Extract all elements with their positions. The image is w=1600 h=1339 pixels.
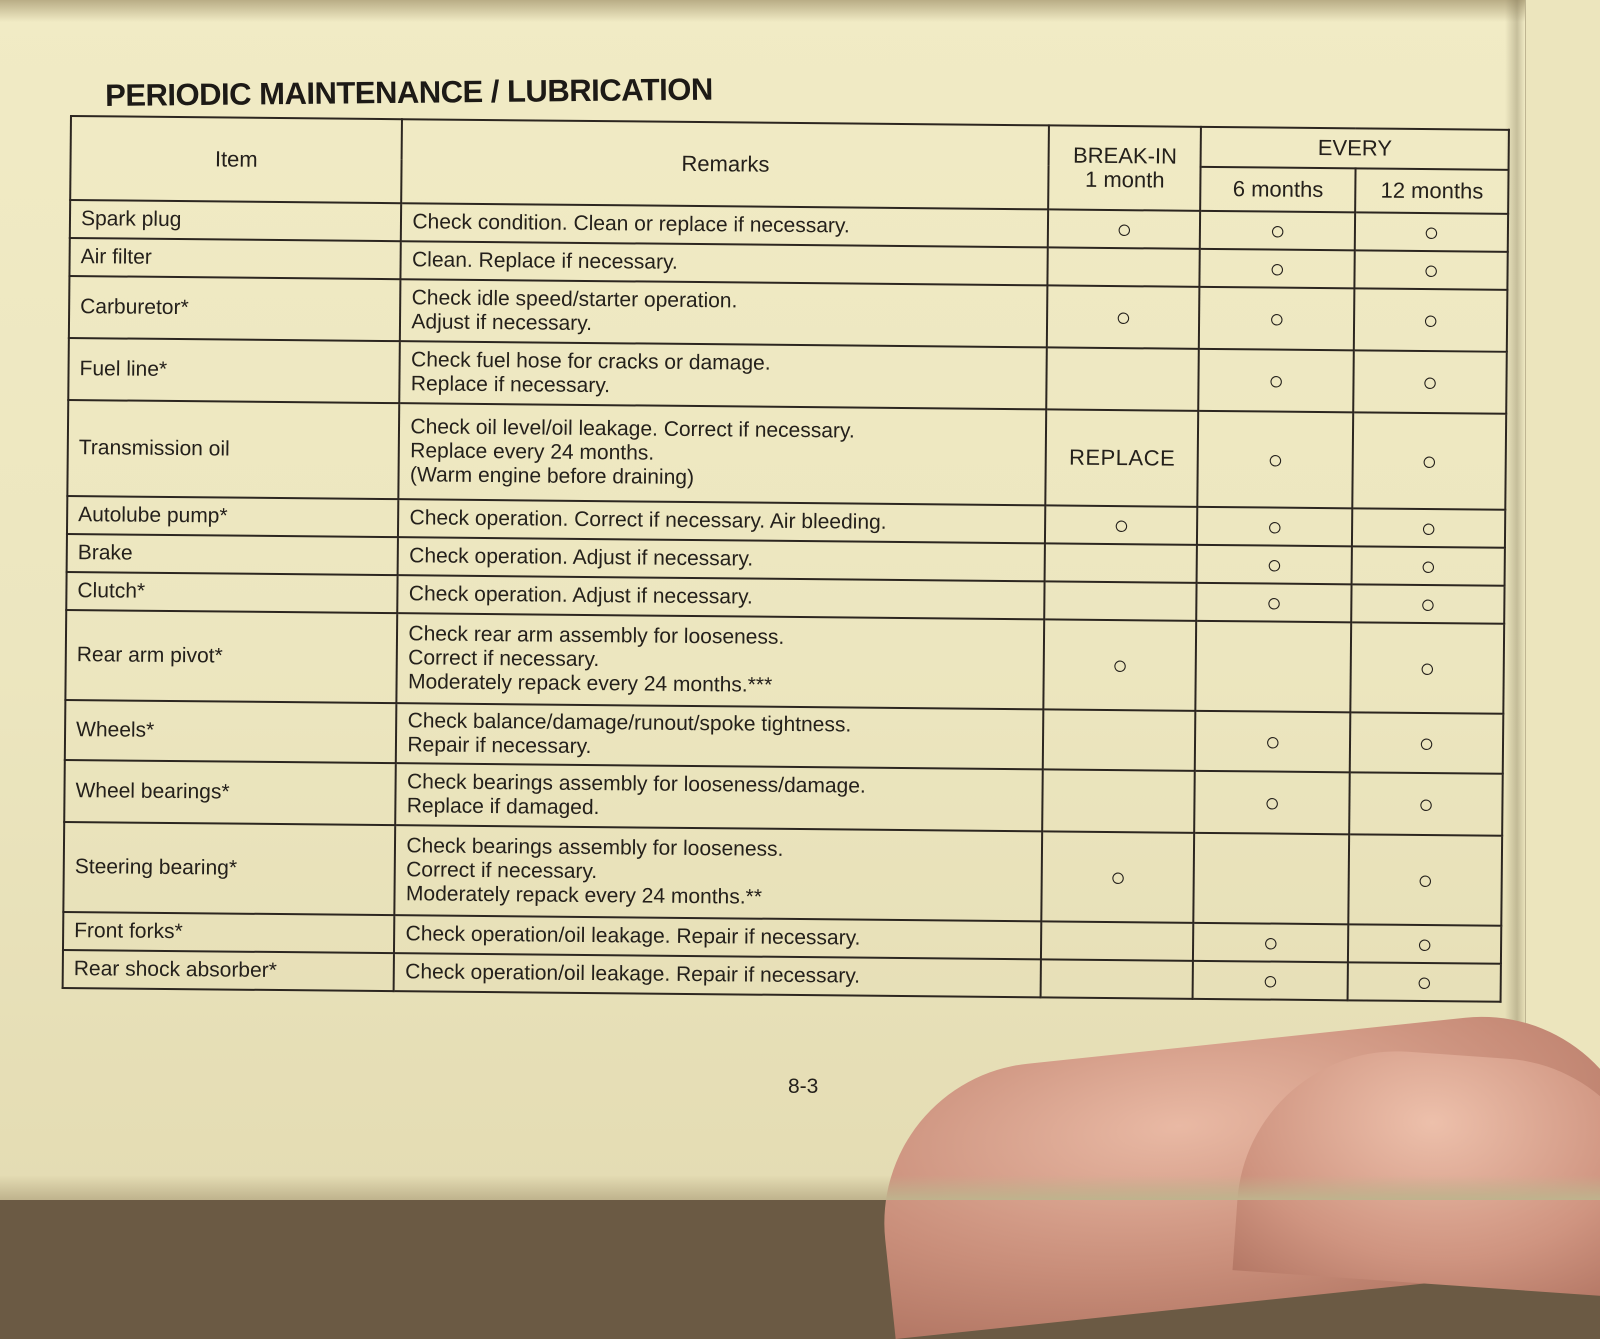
break-in-cell: ○ bbox=[1044, 619, 1197, 710]
remarks-cell bbox=[398, 537, 1045, 581]
header-break-in-line1: BREAK-IN bbox=[1072, 142, 1178, 169]
maintenance-table bbox=[62, 115, 1510, 1003]
remarks-line: Check rear arm assembly for looseness. bbox=[408, 622, 785, 649]
page-title: PERIODIC MAINTENANCE / LUBRICATION bbox=[105, 71, 713, 113]
six-months-cell: ○ bbox=[1199, 287, 1354, 350]
remarks-line: Check balance/damage/runout/spoke tightness. bbox=[407, 709, 852, 737]
page-number: 8-3 bbox=[788, 1075, 819, 1098]
page-top-shadow bbox=[0, 0, 1600, 22]
six-months-cell bbox=[1196, 621, 1352, 712]
item-cell: Transmission oil bbox=[67, 400, 399, 499]
twelve-months-cell: ○ bbox=[1350, 712, 1503, 773]
remarks-line: Clean. Replace if necessary. bbox=[411, 248, 678, 274]
header-twelve-months: 12 months bbox=[1355, 168, 1508, 213]
header-remarks: Remarks bbox=[402, 119, 1050, 209]
twelve-months-cell: ○ bbox=[1352, 412, 1506, 509]
table-body bbox=[63, 200, 1508, 1002]
twelve-months-cell: ○ bbox=[1348, 924, 1501, 963]
break-in-cell: ○ bbox=[1048, 209, 1200, 248]
header-every: EVERY bbox=[1201, 127, 1509, 170]
remarks-line: Replace if damaged. bbox=[406, 794, 600, 820]
remarks-line: (Warm engine before draining) bbox=[409, 463, 695, 490]
break-in-cell bbox=[1048, 247, 1200, 286]
twelve-months-cell: ○ bbox=[1348, 834, 1502, 925]
six-months-cell bbox=[1194, 833, 1350, 924]
remarks-line: Check operation. Correct if necessary. Air bleeding. bbox=[409, 506, 887, 534]
remarks-line: Replace if necessary. bbox=[410, 372, 611, 398]
remarks-line: Check operation/oil leakage. Repair if necessary. bbox=[405, 960, 861, 988]
remarks-cell bbox=[400, 279, 1048, 347]
remarks-line: Check operation/oil leakage. Repair if necessary. bbox=[405, 922, 861, 950]
twelve-months-cell: ○ bbox=[1352, 508, 1505, 547]
item-cell: Carburetor* bbox=[69, 276, 401, 341]
item-cell: Air filter bbox=[69, 238, 401, 279]
remarks-line: Moderately repack every 24 months.*** bbox=[407, 670, 773, 697]
break-in-cell: ○ bbox=[1047, 285, 1200, 348]
remarks-line: Check idle speed/starter operation. bbox=[411, 286, 738, 313]
remarks-line: Check oil level/oil leakage. Correct if necessary. bbox=[410, 415, 855, 443]
table-row bbox=[63, 822, 1502, 926]
remarks-line: Correct if necessary. bbox=[406, 858, 598, 884]
twelve-months-cell: ○ bbox=[1353, 350, 1506, 413]
six-months-cell: ○ bbox=[1197, 545, 1352, 584]
break-in-cell bbox=[1041, 921, 1193, 960]
remarks-line: Check operation. Adjust if necessary. bbox=[408, 582, 753, 609]
item-cell: Rear shock absorber* bbox=[63, 950, 395, 991]
header-break-in bbox=[1049, 125, 1202, 210]
twelve-months-cell: ○ bbox=[1354, 288, 1507, 351]
six-months-cell: ○ bbox=[1200, 211, 1355, 250]
six-months-cell: ○ bbox=[1198, 411, 1354, 508]
six-months-cell: ○ bbox=[1193, 961, 1348, 1000]
item-cell: Wheel bearings* bbox=[64, 760, 396, 825]
twelve-months-cell: ○ bbox=[1355, 212, 1508, 251]
remarks-line: Replace every 24 months. bbox=[410, 439, 655, 465]
remarks-line: Adjust if necessary. bbox=[411, 310, 593, 336]
item-cell: Wheels* bbox=[65, 700, 397, 763]
remarks-cell bbox=[396, 703, 1044, 769]
break-in-cell bbox=[1043, 709, 1195, 770]
six-months-cell: ○ bbox=[1193, 923, 1348, 962]
page-bottom-shadow bbox=[0, 1175, 1600, 1200]
remarks-line: Check operation. Adjust if necessary. bbox=[409, 544, 754, 571]
remarks-line: Correct if necessary. bbox=[408, 646, 600, 672]
remarks-line: Check bearings assembly for looseness. bbox=[406, 834, 784, 861]
item-cell: Fuel line* bbox=[68, 338, 400, 403]
remarks-line: Check condition. Clean or replace if necessary. bbox=[412, 210, 850, 238]
remarks-cell bbox=[396, 763, 1044, 831]
item-cell: Spark plug bbox=[70, 200, 402, 241]
six-months-cell: ○ bbox=[1194, 771, 1349, 834]
item-cell: Autolube pump* bbox=[67, 496, 399, 537]
remarks-line: Moderately repack every 24 months.** bbox=[405, 882, 763, 909]
break-in-cell: ○ bbox=[1045, 505, 1197, 544]
remarks-cell bbox=[399, 403, 1047, 505]
table-row bbox=[65, 610, 1504, 714]
six-months-cell: ○ bbox=[1197, 507, 1352, 546]
remarks-cell bbox=[394, 953, 1041, 997]
facing-page-edge bbox=[1525, 0, 1600, 1200]
twelve-months-cell: ○ bbox=[1355, 250, 1508, 289]
twelve-months-cell: ○ bbox=[1349, 772, 1502, 835]
remarks-line: Repair if necessary. bbox=[407, 733, 592, 759]
break-in-cell: ○ bbox=[1042, 831, 1195, 922]
twelve-months-cell: ○ bbox=[1351, 584, 1504, 623]
remarks-cell bbox=[394, 915, 1041, 959]
six-months-cell: ○ bbox=[1199, 349, 1354, 412]
header-item: Item bbox=[70, 116, 402, 203]
remarks-line: Check bearings assembly for looseness/damage. bbox=[406, 770, 866, 798]
remarks-cell bbox=[400, 341, 1048, 409]
item-cell: Rear arm pivot* bbox=[65, 610, 397, 703]
twelve-months-cell: ○ bbox=[1348, 962, 1501, 1001]
header-six-months: 6 months bbox=[1200, 167, 1355, 212]
twelve-months-cell: ○ bbox=[1350, 622, 1504, 713]
remarks-cell bbox=[395, 825, 1043, 921]
remarks-cell bbox=[397, 613, 1045, 709]
break-in-cell bbox=[1047, 347, 1200, 410]
maintenance-table-wrapper bbox=[62, 115, 1510, 1003]
item-cell: Clutch* bbox=[66, 572, 398, 613]
break-in-cell bbox=[1045, 581, 1197, 620]
remarks-cell bbox=[401, 203, 1048, 247]
six-months-cell: ○ bbox=[1195, 711, 1350, 772]
remarks-cell bbox=[398, 575, 1045, 619]
remarks-line: Check fuel hose for cracks or damage. bbox=[410, 348, 771, 375]
table-header bbox=[70, 116, 1509, 214]
header-break-in-line2: 1 month bbox=[1084, 166, 1165, 193]
six-months-cell: ○ bbox=[1197, 583, 1352, 622]
item-cell: Front forks* bbox=[63, 912, 395, 953]
item-cell: Steering bearing* bbox=[63, 822, 395, 915]
twelve-months-cell: ○ bbox=[1352, 546, 1505, 585]
item-cell: Brake bbox=[67, 534, 399, 575]
remarks-cell bbox=[398, 499, 1045, 543]
table-row bbox=[67, 400, 1506, 510]
six-months-cell: ○ bbox=[1200, 249, 1355, 288]
break-in-cell: REPLACE bbox=[1046, 409, 1199, 506]
remarks-cell bbox=[401, 241, 1048, 285]
break-in-cell bbox=[1043, 769, 1196, 832]
break-in-cell bbox=[1041, 959, 1193, 998]
break-in-cell bbox=[1045, 543, 1197, 582]
